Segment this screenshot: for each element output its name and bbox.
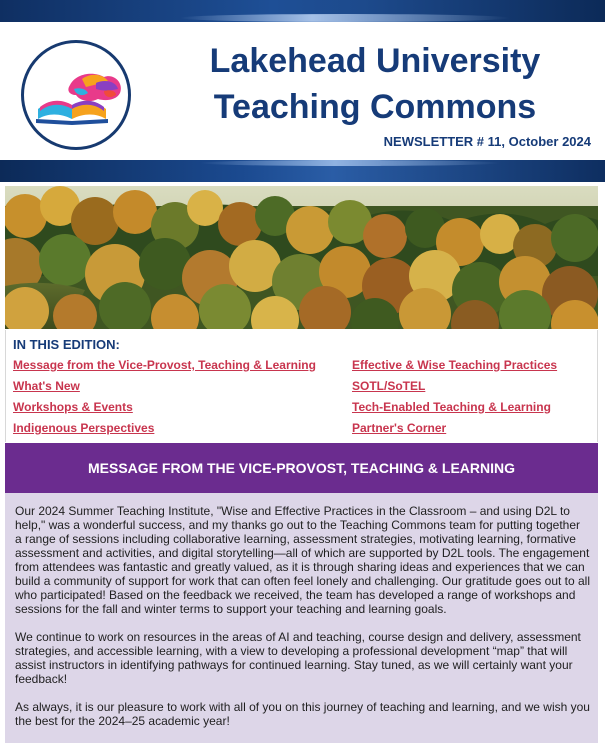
newsletter-issue: NEWSLETTER # 11, October 2024 xyxy=(383,134,591,149)
autumn-forest-photo xyxy=(5,186,598,329)
header-top-band xyxy=(0,0,605,22)
toc-link-tech-enabled[interactable]: Tech-Enabled Teaching & Learning xyxy=(352,400,551,414)
toc-link-indigenous-perspectives[interactable]: Indigenous Perspectives xyxy=(13,421,155,435)
section-heading-bar xyxy=(5,443,598,493)
toc-link-whats-new[interactable]: What's New xyxy=(13,379,80,393)
header-bottom-band xyxy=(0,160,605,182)
toc-link-sotl[interactable]: SOTL/SoTEL xyxy=(352,379,426,393)
title-line-2: Teaching Commons xyxy=(213,88,537,126)
message-paragraph-3: As always, it is our pleasure to work with all of you on this journey of teaching and learning, and we wish you the best for the 2024–25 academic year! xyxy=(15,700,590,728)
toc-heading: IN THIS EDITION: xyxy=(13,337,120,352)
toc-link-workshops-events[interactable]: Workshops & Events xyxy=(13,400,133,414)
table-of-contents xyxy=(5,330,598,442)
newsletter-header xyxy=(0,0,605,182)
toc-link-partners-corner[interactable]: Partner's Corner xyxy=(352,421,447,435)
message-paragraph-2: We continue to work on resources in the areas of AI and teaching, course design and delivery, assessment strategies, and accessible learning, with a view to developing a professional development “map” that will assist instructors in identifying pathways for continued learning. Stay tuned, as we will certainly want your feedback! xyxy=(15,630,581,686)
message-body xyxy=(5,493,598,743)
toc-link-vice-provost[interactable]: Message from the Vice-Provost, Teaching & Learning xyxy=(13,358,316,372)
message-paragraph-1: Our 2024 Summer Teaching Institute, "Wise and Effective Practices in the Classroom – and using D2L to help," was a wonderful success, and my thanks go out to the Teaching Commons team for putting together a range of sessions including collaborative learning, assessment strategies, motivating learning, formative assessment and activities, and digital storytelling—all of which are supported by D2L tools. The engagement from attendees was fantastic and greatly valued, as it is through sharing ideas and experiences that we can build a community of support for work that can often feel lonely and challenging. Our gratitude goes out to all who participated! Based on the feedback we received, the team has developed a range of workshops and sessions for the fall and winter terms to support your teaching and learning goals. xyxy=(15,504,591,616)
title-line-1: Lakehead University xyxy=(209,42,541,80)
toc-link-teaching-practices[interactable]: Effective & Wise Teaching Practices xyxy=(352,358,558,372)
page-title xyxy=(150,38,600,130)
open-book-logo-icon xyxy=(21,40,131,150)
section-heading: MESSAGE FROM THE VICE-PROVOST, TEACHING & LEARNING xyxy=(87,460,516,476)
